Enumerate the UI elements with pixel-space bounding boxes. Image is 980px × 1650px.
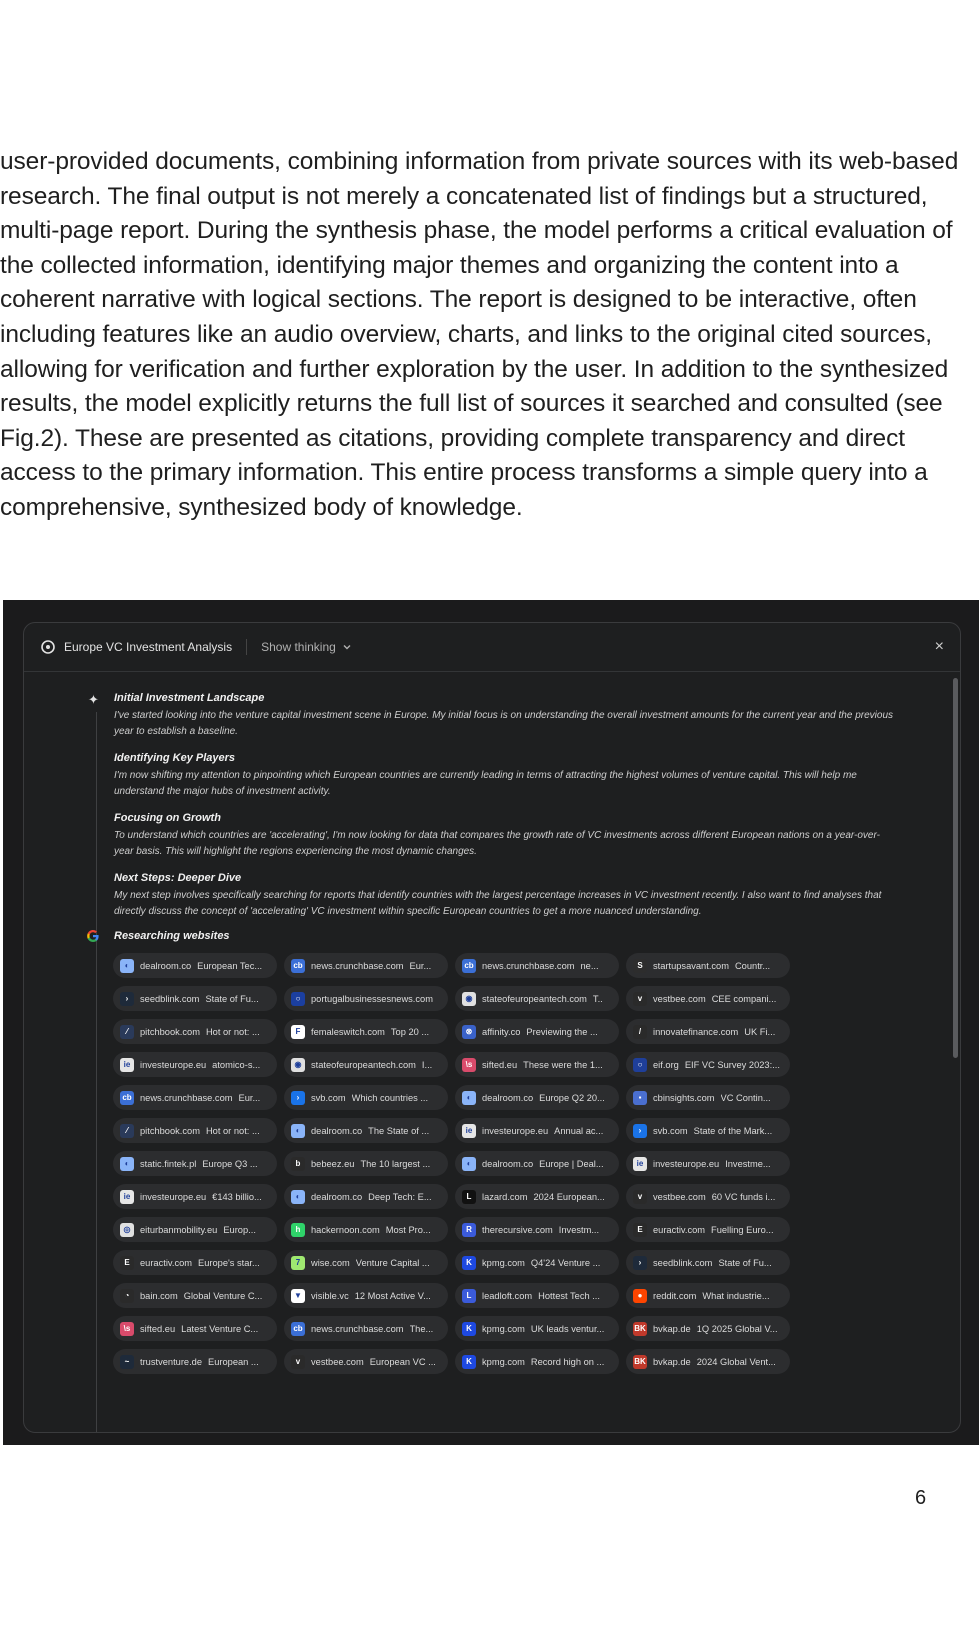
- thinking-content: [24, 672, 960, 1432]
- source-title: Eur...: [238, 1092, 261, 1103]
- favicon-icon: ◐: [120, 959, 134, 973]
- source-title: 2024 European...: [533, 1191, 605, 1202]
- favicon-icon: BK: [633, 1355, 647, 1369]
- source-chip[interactable]: [113, 1019, 277, 1044]
- source-chip[interactable]: [455, 1184, 619, 1209]
- source-chip[interactable]: [113, 1250, 277, 1275]
- source-domain: bebeez.eu: [311, 1158, 355, 1169]
- source-domain: dealroom.co: [311, 1125, 363, 1136]
- source-title: 60 VC funds i...: [711, 1191, 776, 1202]
- source-title: VC Contin...: [720, 1092, 771, 1103]
- source-chip[interactable]: [284, 1184, 448, 1209]
- favicon-icon: ▪: [633, 1091, 647, 1105]
- source-title: Europe's star...: [198, 1257, 260, 1268]
- step-title: Initial Investment Landscape: [114, 692, 265, 704]
- favicon-icon: h: [291, 1223, 305, 1237]
- favicon-icon: K: [462, 1355, 476, 1369]
- source-title: Q4'24 Venture ...: [530, 1257, 601, 1268]
- sparkle-icon: ✦: [88, 692, 99, 707]
- source-chip[interactable]: [113, 1217, 277, 1242]
- step-title: Identifying Key Players: [114, 752, 236, 764]
- source-domain: sifted.eu: [140, 1323, 176, 1334]
- favicon-icon: ●: [633, 1289, 647, 1303]
- source-domain: bvkap.de: [653, 1323, 691, 1334]
- source-domain: leadloft.com: [482, 1290, 533, 1301]
- source-domain: investeurope.eu: [140, 1059, 207, 1070]
- source-title: Eur...: [409, 960, 432, 971]
- source-domain: sifted.eu: [482, 1059, 518, 1070]
- source-chip[interactable]: [284, 986, 448, 1011]
- source-title: The...: [409, 1323, 434, 1334]
- source-title: Hottest Tech ...: [538, 1290, 600, 1301]
- source-title: These were the 1...: [523, 1059, 603, 1070]
- source-chip[interactable]: [113, 986, 277, 1011]
- source-chip[interactable]: [626, 1217, 790, 1242]
- favicon-icon: R: [462, 1223, 476, 1237]
- source-domain: stateofeuropeantech.com: [311, 1059, 416, 1070]
- source-chip[interactable]: [626, 1019, 790, 1044]
- source-domain: cbinsights.com: [653, 1092, 715, 1103]
- source-title: Previewing the ...: [526, 1026, 598, 1037]
- source-domain: vestbee.com: [311, 1356, 364, 1367]
- source-chip[interactable]: [113, 1052, 277, 1077]
- source-chip[interactable]: [455, 1283, 619, 1308]
- favicon-icon: ›: [291, 1091, 305, 1105]
- source-chip[interactable]: [455, 1217, 619, 1242]
- source-title: Record high on ...: [530, 1356, 605, 1367]
- favicon-icon: v: [633, 1190, 647, 1204]
- source-domain: news.crunchbase.com: [311, 1323, 404, 1334]
- source-chip[interactable]: [113, 1283, 277, 1308]
- favicon-icon: v: [291, 1355, 305, 1369]
- favicon-icon: L: [462, 1190, 476, 1204]
- favicon-icon: ›: [120, 992, 134, 1006]
- source-domain: static.fintek.pl: [140, 1158, 197, 1169]
- source-title: European Tec...: [197, 960, 263, 971]
- source-title: Investm...: [558, 1224, 600, 1235]
- source-chip[interactable]: [626, 953, 790, 978]
- favicon-icon: ○: [291, 992, 305, 1006]
- source-chip[interactable]: [626, 1052, 790, 1077]
- source-chip[interactable]: [455, 1250, 619, 1275]
- source-domain: dealroom.co: [482, 1092, 534, 1103]
- source-chip[interactable]: [455, 986, 619, 1011]
- source-title: Most Pro...: [385, 1224, 431, 1235]
- source-title: The 10 largest ...: [360, 1158, 431, 1169]
- source-domain: euractiv.com: [653, 1224, 706, 1235]
- source-domain: news.crunchbase.com: [482, 960, 575, 971]
- favicon-icon: ◉: [462, 992, 476, 1006]
- source-chip[interactable]: [284, 1316, 448, 1341]
- source-title: UK leads ventur...: [530, 1323, 605, 1334]
- source-chip[interactable]: [455, 1019, 619, 1044]
- source-title: State of Fu...: [718, 1257, 772, 1268]
- show-thinking-toggle[interactable]: [261, 640, 354, 654]
- scrollbar[interactable]: [953, 678, 958, 1058]
- source-chip[interactable]: [113, 1316, 277, 1341]
- source-chip[interactable]: [284, 1250, 448, 1275]
- source-chip[interactable]: [284, 1085, 448, 1110]
- source-domain: stateofeuropeantech.com: [482, 993, 587, 1004]
- source-title: Investme...: [725, 1158, 771, 1169]
- favicon-icon: \s: [120, 1322, 134, 1336]
- source-title: Global Venture C...: [183, 1290, 263, 1301]
- source-chip[interactable]: [113, 1118, 277, 1143]
- source-domain: therecursive.com: [482, 1224, 553, 1235]
- favicon-icon: ie: [120, 1058, 134, 1072]
- source-title: Countr...: [734, 960, 771, 971]
- source-domain: affinity.co: [482, 1026, 521, 1037]
- source-title: State of Fu...: [205, 993, 259, 1004]
- favicon-icon: b: [291, 1157, 305, 1171]
- source-chip[interactable]: [626, 1184, 790, 1209]
- favicon-icon: ›: [633, 1124, 647, 1138]
- source-chip[interactable]: [284, 1217, 448, 1242]
- source-title: 12 Most Active V...: [354, 1290, 431, 1301]
- source-title: 1Q 2025 Global V...: [696, 1323, 778, 1334]
- source-domain: svb.com: [653, 1125, 688, 1136]
- source-domain: vestbee.com: [653, 1191, 706, 1202]
- favicon-icon: ○: [633, 1058, 647, 1072]
- source-chip[interactable]: [455, 1118, 619, 1143]
- source-domain: kpmg.com: [482, 1356, 525, 1367]
- source-title: EIF VC Survey 2023:...: [684, 1059, 780, 1070]
- source-chip[interactable]: [455, 1085, 619, 1110]
- favicon-icon: ie: [120, 1190, 134, 1204]
- source-chip[interactable]: [284, 953, 448, 978]
- source-chip[interactable]: [626, 1283, 790, 1308]
- favicon-icon: K: [462, 1256, 476, 1270]
- source-domain: pitchbook.com: [140, 1026, 200, 1037]
- favicon-icon: ⊗: [462, 1025, 476, 1039]
- favicon-icon: ie: [462, 1124, 476, 1138]
- step-text: I've started looking into the venture capital investment scene in Europe. My initial focus is on understanding the overall investment amounts for the current year and the previous year to establish a baseline.: [114, 710, 894, 737]
- favicon-icon: ⁄: [120, 1025, 134, 1039]
- source-title: Europe | Deal...: [539, 1158, 604, 1169]
- page-number: 6: [915, 1487, 927, 1509]
- source-domain: seedblink.com: [653, 1257, 713, 1268]
- timeline-rail: [96, 712, 97, 1432]
- favicon-icon: ◔: [120, 1289, 134, 1303]
- source-title: Top 20 ...: [390, 1026, 430, 1037]
- source-domain: seedblink.com: [140, 993, 200, 1004]
- source-domain: dealroom.co: [311, 1191, 363, 1202]
- source-title: The State of ...: [368, 1125, 430, 1136]
- body-paragraph: user-provided documents, combining information from private sources with its web-based research. The final output is not merely a concatenated list of findings but a structured, multi-page report. During the synthesis phase, the model performs a critical evaluation of the collected information, identifying major themes and organizing the content into a coherent narrative with logical sections. The report is designed to be interactive, often including features like an audio overview, charts, and links to the original cited sources, allowing for verification and further exploration by the user. In addition to the synthesized results, the model explicitly returns the full list of sources it searched and consulted (see Fig.2). These are presented as citations, providing complete transparency and direct access to the primary information. This entire process transforms a simple query into a comprehensive, synthesized body of knowledge.: [0, 148, 959, 521]
- chevron-down-icon: [340, 640, 354, 654]
- favicon-icon: v: [633, 992, 647, 1006]
- researching-websites-label: Researching websites: [114, 930, 230, 942]
- source-chip[interactable]: [284, 1052, 448, 1077]
- favicon-icon: /: [633, 1025, 647, 1039]
- source-chip[interactable]: [626, 986, 790, 1011]
- source-domain: visible.vc: [311, 1290, 349, 1301]
- favicon-icon: E: [633, 1223, 647, 1237]
- thinking-step: [114, 872, 894, 919]
- source-title: State of the Mark...: [693, 1125, 773, 1136]
- favicon-icon: ◐: [120, 1157, 134, 1171]
- favicon-icon: ie: [633, 1157, 647, 1171]
- favicon-icon: BK: [633, 1322, 647, 1336]
- source-chip[interactable]: [284, 1283, 448, 1308]
- source-title: CEE compani...: [711, 993, 777, 1004]
- source-title: Latest Venture C...: [181, 1323, 259, 1334]
- source-title: Europ...: [223, 1224, 256, 1235]
- favicon-icon: L: [462, 1289, 476, 1303]
- favicon-icon: ◉: [291, 1058, 305, 1072]
- thinking-step: [114, 752, 894, 799]
- favicon-icon: 7: [291, 1256, 305, 1270]
- source-title: atomico-s...: [212, 1059, 261, 1070]
- source-title: UK Fi...: [744, 1026, 776, 1037]
- source-domain: innovatefinance.com: [653, 1026, 739, 1037]
- source-chip[interactable]: [626, 1250, 790, 1275]
- favicon-icon: E: [120, 1256, 134, 1270]
- favicon-icon: cb: [462, 959, 476, 973]
- research-logo-icon: [40, 639, 56, 655]
- thinking-panel: [23, 622, 961, 1433]
- source-domain: lazard.com: [482, 1191, 528, 1202]
- source-domain: investeurope.eu: [653, 1158, 720, 1169]
- favicon-icon: ◐: [462, 1157, 476, 1171]
- source-domain: trustventure.de: [140, 1356, 203, 1367]
- source-chip[interactable]: [113, 953, 277, 978]
- source-domain: investeurope.eu: [140, 1191, 207, 1202]
- source-title: Europe Q2 20...: [539, 1092, 605, 1103]
- source-title: Hot or not: ...: [205, 1026, 260, 1037]
- source-chip[interactable]: [113, 1151, 277, 1176]
- source-chip[interactable]: [626, 1151, 790, 1176]
- source-domain: kpmg.com: [482, 1257, 525, 1268]
- favicon-icon: F: [291, 1025, 305, 1039]
- source-title: Venture Capital ...: [355, 1257, 430, 1268]
- source-chip[interactable]: [455, 1349, 619, 1374]
- source-domain: pitchbook.com: [140, 1125, 200, 1136]
- favicon-icon: ›: [633, 1256, 647, 1270]
- favicon-icon: S: [633, 959, 647, 973]
- source-title: I...: [421, 1059, 433, 1070]
- source-title: ne...: [580, 960, 599, 971]
- source-title: What industrie...: [702, 1290, 770, 1301]
- source-domain: news.crunchbase.com: [140, 1092, 233, 1103]
- source-domain: vestbee.com: [653, 993, 706, 1004]
- favicon-icon: ◐: [291, 1124, 305, 1138]
- source-domain: hackernoon.com: [311, 1224, 380, 1235]
- favicon-icon: cb: [120, 1091, 134, 1105]
- favicon-icon: ~: [120, 1355, 134, 1369]
- google-icon: [86, 929, 100, 943]
- favicon-icon: cb: [291, 959, 305, 973]
- source-domain: dealroom.co: [482, 1158, 534, 1169]
- source-domain: svb.com: [311, 1092, 346, 1103]
- source-chip[interactable]: [626, 1118, 790, 1143]
- source-domain: eif.org: [653, 1059, 679, 1070]
- source-domain: portugalbusinessesnews.com: [311, 993, 433, 1004]
- panel-title: Europe VC Investment Analysis: [64, 640, 233, 654]
- source-chip[interactable]: [455, 1151, 619, 1176]
- source-domain: wise.com: [311, 1257, 350, 1268]
- source-chip[interactable]: [113, 1349, 277, 1374]
- step-title: Next Steps: Deeper Dive: [114, 872, 242, 884]
- source-title: Europe Q3 ...: [202, 1158, 258, 1169]
- source-domain: eiturbanmobility.eu: [140, 1224, 218, 1235]
- favicon-icon: ◐: [462, 1091, 476, 1105]
- source-domain: dealroom.co: [140, 960, 192, 971]
- source-domain: kpmg.com: [482, 1323, 525, 1334]
- source-chip[interactable]: [626, 1316, 790, 1341]
- source-domain: femaleswitch.com: [311, 1026, 385, 1037]
- source-title: European ...: [208, 1356, 259, 1367]
- source-chip[interactable]: [284, 1019, 448, 1044]
- source-domain: reddit.com: [653, 1290, 697, 1301]
- favicon-icon: ⁄: [120, 1124, 134, 1138]
- source-title: Annual ac...: [554, 1125, 604, 1136]
- source-chip[interactable]: [455, 953, 619, 978]
- panel-header: [24, 623, 960, 672]
- favicon-icon: ▼: [291, 1289, 305, 1303]
- screenshot-figure: [3, 600, 979, 1445]
- source-chip[interactable]: [113, 1184, 277, 1209]
- step-title: Focusing on Growth: [114, 812, 221, 824]
- source-title: T..: [592, 993, 603, 1004]
- favicon-icon: ◎: [120, 1223, 134, 1237]
- source-chip[interactable]: [113, 1085, 277, 1110]
- source-title: 2024 Global Vent...: [696, 1356, 776, 1367]
- source-title: Fuelling Euro...: [711, 1224, 774, 1235]
- favicon-icon: K: [462, 1322, 476, 1336]
- header-divider: [246, 639, 247, 655]
- source-domain: euractiv.com: [140, 1257, 193, 1268]
- step-text: My next step involves specifically searching for reports that identify countries with the largest percentage increases in VC investment recently. I also want to find analyses that directly discuss the concept of 'accelerating' VC investment within specific European countries to get a more nuanced understanding.: [114, 890, 882, 917]
- thinking-step: [114, 812, 894, 859]
- source-domain: news.crunchbase.com: [311, 960, 404, 971]
- step-text: I'm now shifting my attention to pinpointing which European countries are currently leading in terms of attracting the highest volumes of venture capital. This will help me understand the major hubs of investment activity.: [114, 770, 857, 797]
- source-domain: bvkap.de: [653, 1356, 691, 1367]
- source-title: Which countries ...: [351, 1092, 429, 1103]
- source-domain: bain.com: [140, 1290, 178, 1301]
- favicon-icon: \s: [462, 1058, 476, 1072]
- source-domain: investeurope.eu: [482, 1125, 549, 1136]
- step-text: To understand which countries are 'accelerating', I'm now looking for data that compares the growth rate of VC investments across different European nations on a year-over-year basis. This will highlight the regions experiencing the most dynamic changes.: [114, 830, 880, 857]
- source-title: European VC ...: [369, 1356, 436, 1367]
- source-title: €143 billio...: [212, 1191, 262, 1202]
- source-chip[interactable]: [626, 1085, 790, 1110]
- source-chip[interactable]: [284, 1151, 448, 1176]
- favicon-icon: ◐: [291, 1190, 305, 1204]
- source-domain: startupsavant.com: [653, 960, 729, 971]
- source-chip[interactable]: [455, 1316, 619, 1341]
- source-title: Hot or not: ...: [205, 1125, 260, 1136]
- source-title: Deep Tech: E...: [368, 1191, 432, 1202]
- show-thinking-label: Show thinking: [261, 640, 336, 654]
- thinking-step: [114, 692, 894, 739]
- source-chip[interactable]: [455, 1052, 619, 1077]
- favicon-icon: cb: [291, 1322, 305, 1336]
- source-chip[interactable]: [284, 1349, 448, 1374]
- close-button[interactable]: ×: [934, 638, 944, 655]
- source-chip[interactable]: [626, 1349, 790, 1374]
- source-chip[interactable]: [284, 1118, 448, 1143]
